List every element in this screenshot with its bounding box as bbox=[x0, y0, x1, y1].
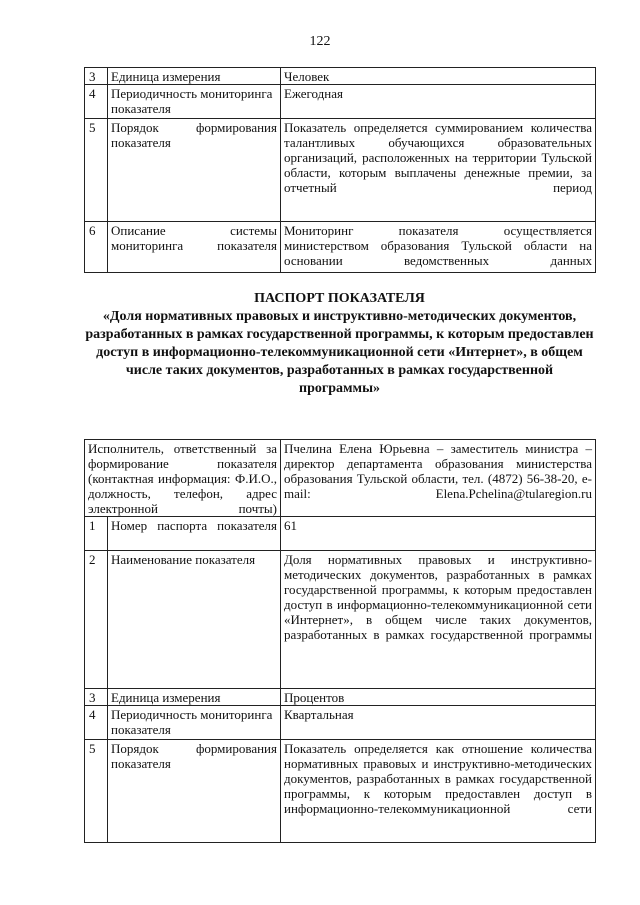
row-number: 1 bbox=[85, 517, 108, 551]
row-number: 4 bbox=[85, 85, 108, 119]
row-value: Процентов bbox=[281, 689, 596, 706]
row-label: Единица измерения bbox=[108, 689, 281, 706]
table-row bbox=[85, 222, 596, 273]
row-value bbox=[281, 551, 596, 689]
row-label bbox=[108, 740, 281, 843]
passport-heading bbox=[84, 290, 595, 398]
page-number: 122 bbox=[309, 34, 331, 49]
executor-label-text: Исполнитель, ответственный за формирование показателя (контактная информация: Ф.И.О., должность, телефон, адрес электронной почты) bbox=[88, 441, 277, 516]
executor-value bbox=[281, 440, 596, 517]
passport-subtitle: «Доля нормативных правовых и инструктивно-методических документов, разработанных в рамках государственной программы, к которым предоставлен доступ в информационно-телекоммуникационной сети «Интернет», в общем числе таких документов, разработанных в рамках государственной программы» bbox=[85, 309, 594, 396]
row-value bbox=[281, 222, 596, 273]
table-row bbox=[85, 517, 596, 551]
passport-table bbox=[84, 439, 596, 843]
row-label-text: Описание системы мониторинга показателя bbox=[111, 223, 277, 253]
table-row bbox=[85, 68, 596, 85]
row-number: 4 bbox=[85, 706, 108, 740]
row-value-text: Доля нормативных правовых и инструктивно-методических документов, разработанных в рамках государственной программы, к которым предоставлен доступ в информационно-телекоммуникационной сети «Интернет», в общем числе таких документов, разработанных в рамках государственной программы bbox=[284, 552, 592, 642]
row-value bbox=[281, 119, 596, 222]
executor-value-text: Пчелина Елена Юрьевна – заместитель министра – директор департамента образования министерства образования Тульской области, тел. (4872) 56-38-20, e-mail: Elena.Pchelina@tularegion.ru bbox=[284, 441, 592, 501]
row-number: 6 bbox=[85, 222, 108, 273]
table-row bbox=[85, 551, 596, 689]
row-value-text: Показатель определяется как отношение количества нормативных правовых и инструктивно-методических документов, разработанных в рамках государственной программы, к которым предоставлен доступ в информационно-телекоммуникационной сети bbox=[284, 741, 592, 816]
table-row bbox=[85, 689, 596, 706]
row-label-text: Порядок формирования показателя bbox=[111, 741, 277, 771]
row-value bbox=[281, 740, 596, 843]
passport-title: ПАСПОРТ ПОКАЗАТЕЛЯ bbox=[254, 291, 425, 306]
row-label: Наименование показателя bbox=[108, 551, 281, 689]
row-number: 3 bbox=[85, 689, 108, 706]
table-row bbox=[85, 119, 596, 222]
table-row bbox=[85, 440, 596, 517]
row-label: Периодичность мониторинга показателя bbox=[108, 85, 281, 119]
row-label-text: Номер паспорта показателя bbox=[111, 518, 277, 533]
row-value: Человек bbox=[281, 68, 596, 85]
row-label: Периодичность мониторинга показателя bbox=[108, 706, 281, 740]
table-row bbox=[85, 740, 596, 843]
executor-label bbox=[85, 440, 281, 517]
row-number: 2 bbox=[85, 551, 108, 689]
row-value: Ежегодная bbox=[281, 85, 596, 119]
table-row bbox=[85, 85, 596, 119]
row-label bbox=[108, 517, 281, 551]
row-label-text: Порядок формирования показателя bbox=[111, 120, 277, 150]
table-row bbox=[85, 706, 596, 740]
row-label: Единица измерения bbox=[108, 68, 281, 85]
row-label bbox=[108, 222, 281, 273]
row-value-text: Мониторинг показателя осуществляется министерством образования Тульской области на основании ведомственных данных bbox=[284, 223, 592, 268]
row-number: 3 bbox=[85, 68, 108, 85]
row-value-text: Показатель определяется суммированием количества талантливых обучающихся образовательных организаций, расположенных на территории Тульской области, которым выплачены денежные премии, за отчетный период bbox=[284, 120, 592, 195]
row-number: 5 bbox=[85, 119, 108, 222]
row-value: 61 bbox=[281, 517, 596, 551]
indicator-table-continued bbox=[84, 67, 596, 273]
row-number: 5 bbox=[85, 740, 108, 843]
row-value: Квартальная bbox=[281, 706, 596, 740]
row-label bbox=[108, 119, 281, 222]
